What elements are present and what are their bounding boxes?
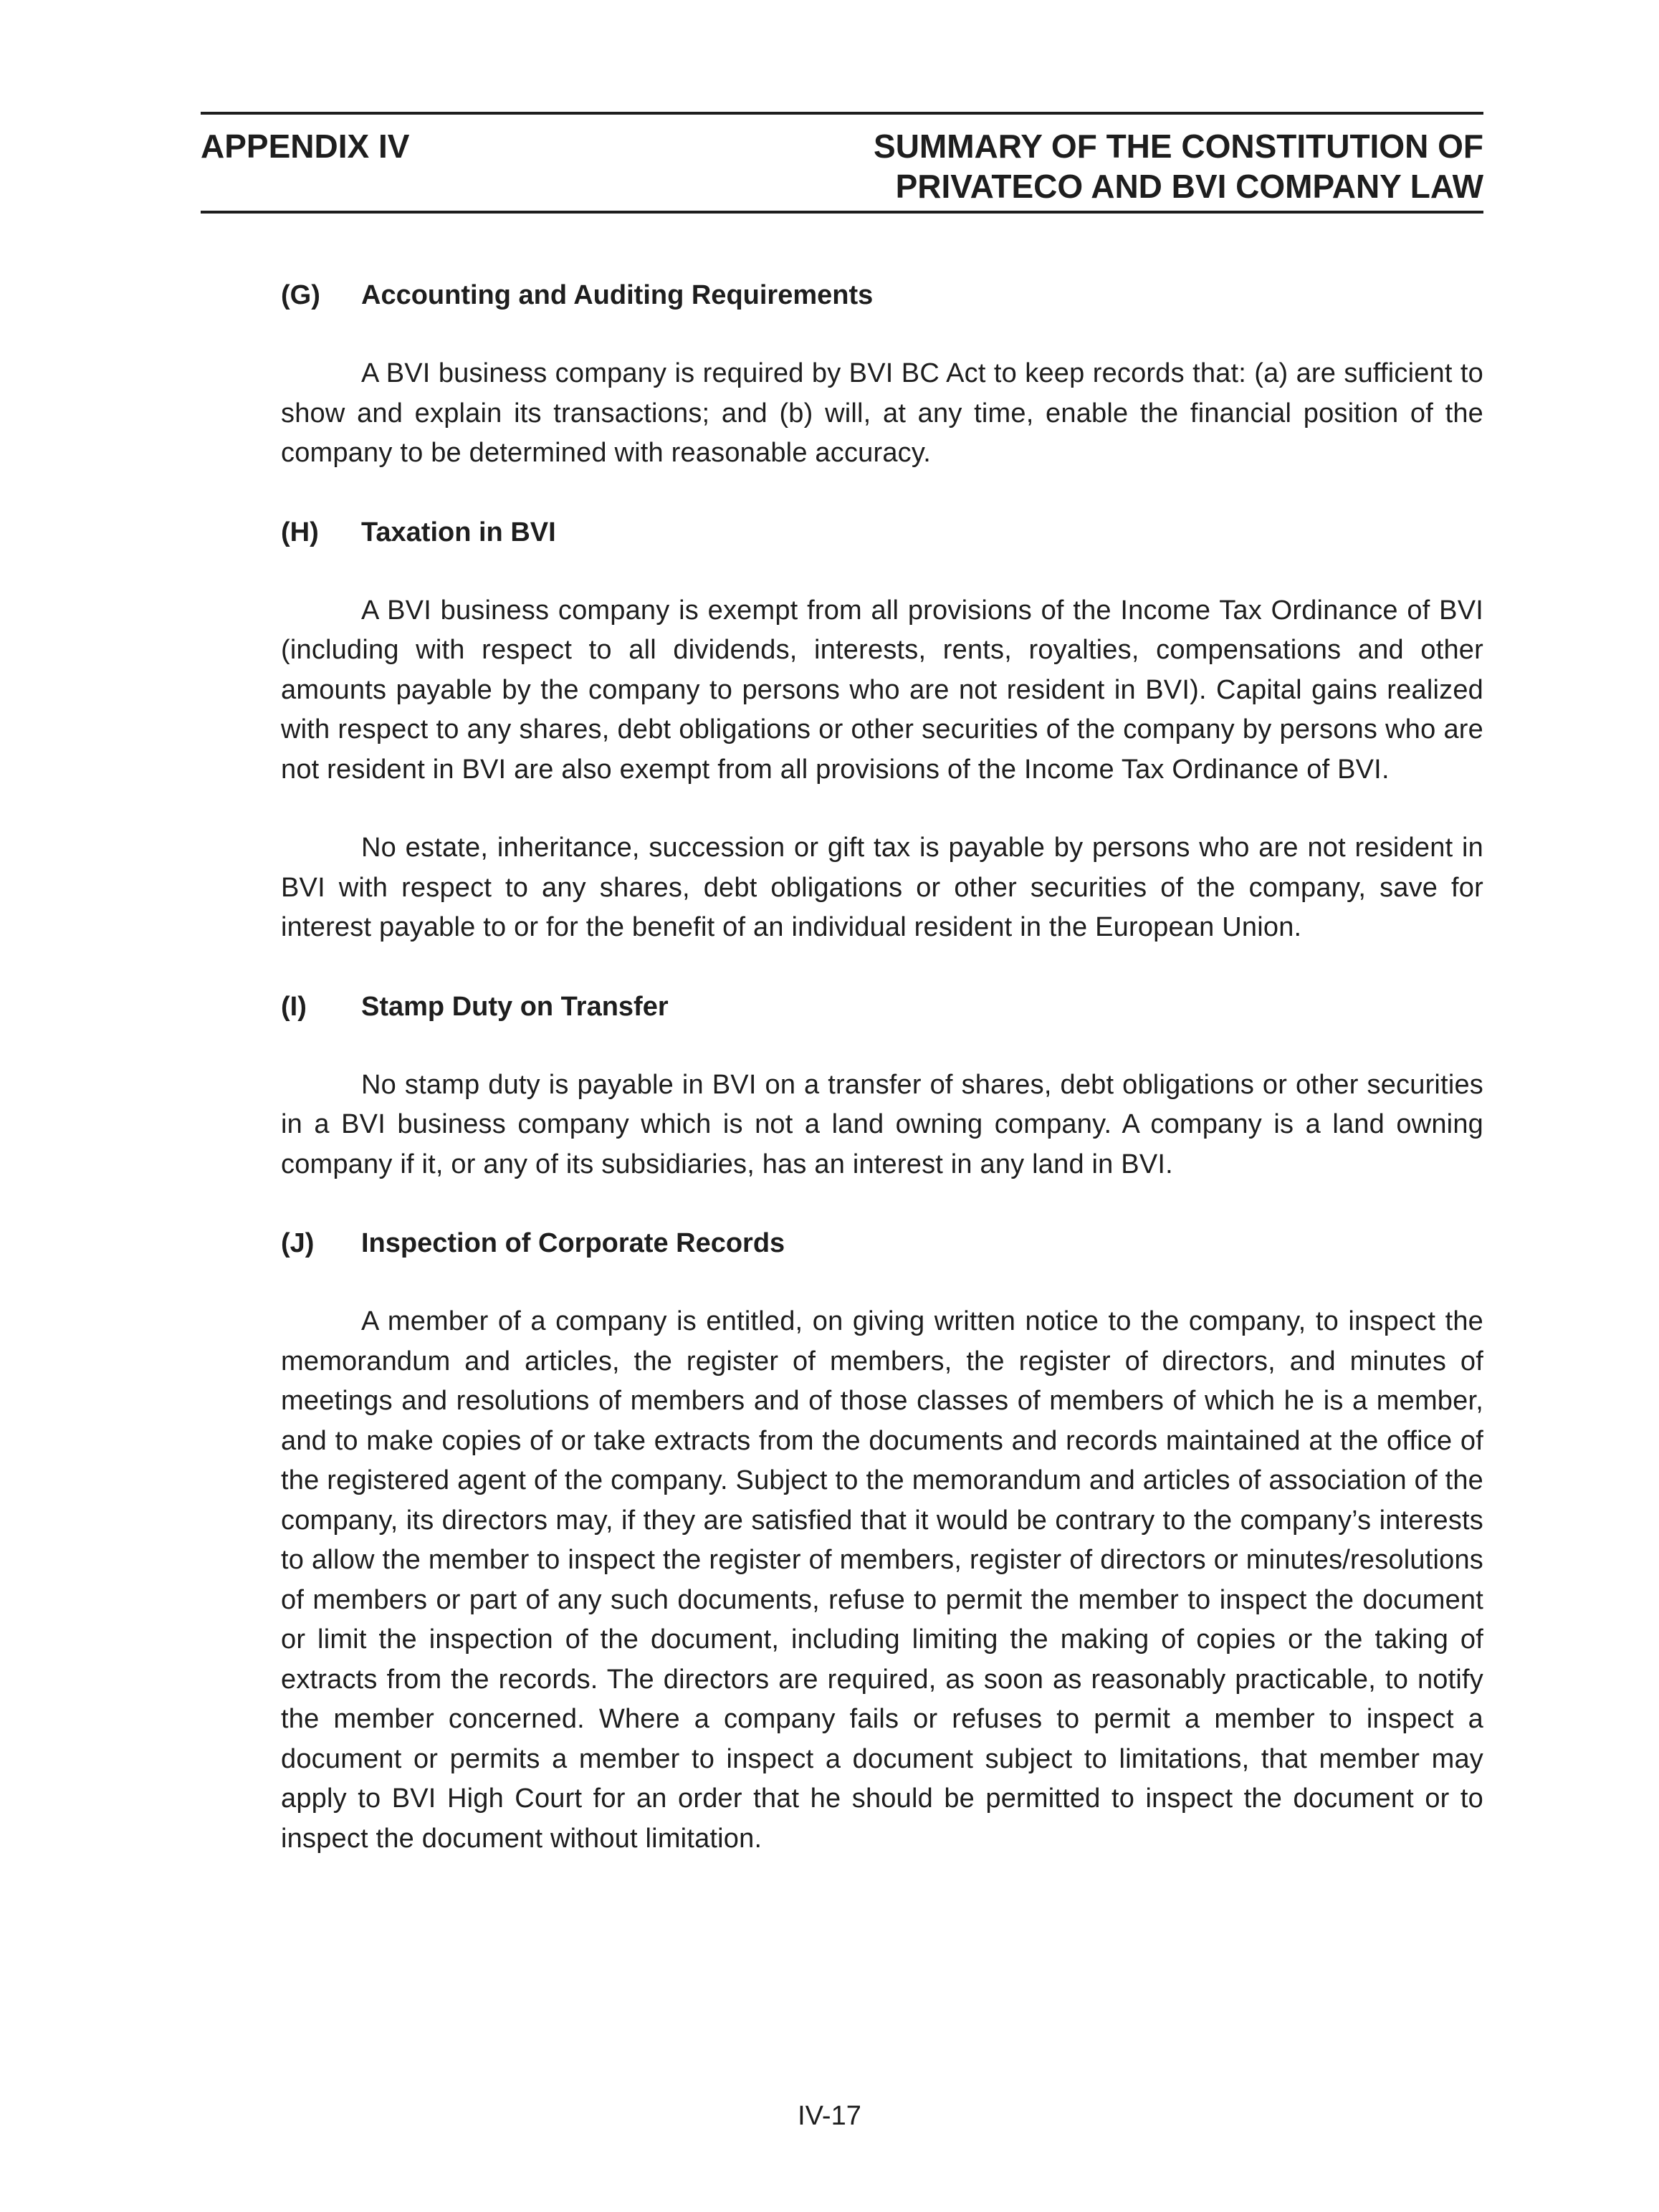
section-h — [281, 512, 1483, 948]
page-number: IV-17 — [798, 2101, 861, 2131]
section-letter: (H) — [281, 517, 319, 547]
section-title: Taxation in BVI — [361, 517, 556, 547]
header-title — [874, 126, 1483, 206]
section-letter: (I) — [281, 991, 307, 1022]
section-heading — [281, 1223, 1483, 1263]
paragraph: A BVI business company is exempt from all provisions of the Income Tax Ordinance of BVI (including with respect to all dividends, interests, rents, royalties, compensations and other amounts payable by the company to persons who are not resident in BVI). Capital gains realized with respect to any shares, debt obligations or other securities of the company by persons who are not resident in BVI are also exempt from all provisions of the Income Tax Ordinance of BVI. — [281, 595, 1483, 785]
section-title: Accounting and Auditing Requirements — [361, 280, 874, 310]
header-title-line-2: PRIVATECO AND BVI COMPANY LAW — [895, 168, 1483, 205]
section-heading — [281, 275, 1483, 315]
section-title: Inspection of Corporate Records — [361, 1228, 785, 1258]
paragraph: No stamp duty is payable in BVI on a transfer of shares, debt obligations or other securities in a BVI business company which is not a land owning company. A company is a land owning company if it, or any of its subsidiaries, has an interest in any land in BVI. — [281, 1069, 1483, 1179]
page-header — [201, 112, 1483, 214]
section-letter: (G) — [281, 280, 320, 310]
section-heading — [281, 987, 1483, 1027]
paragraph: No estate, inheritance, succession or gift tax is payable by persons who are not resident in BVI with respect to any shares, debt obligations or other securities of the company, save for interest payable to or for the benefit of an individual resident in the European Union. — [281, 833, 1483, 942]
section-letter: (J) — [281, 1228, 315, 1258]
section-heading — [281, 512, 1483, 552]
appendix-label: APPENDIX IV — [201, 128, 410, 165]
section-g — [281, 275, 1483, 474]
paragraph: A BVI business company is required by BVI BC Act to keep records that: (a) are sufficient to show and explain its transactions; and (b) will, at any time, enable the financial position of the company to be determined with reasonable accuracy. — [281, 358, 1483, 468]
paragraph: A member of a company is entitled, on giving written notice to the company, to inspect the memorandum and articles, the register of members, the register of directors, and minutes of meetings and resolutions of members and of those classes of members of which he is a member, and to make copies of or take extracts from the documents and records maintained at the office of the registered agent of the company. Subject to the memorandum and articles of association of the company, its directors may, if they are satisfied that it would be contrary to the company’s interests to allow the member to inspect the register of members, register of directors or minutes/resolutions of members or part of any such documents, refuse to permit the member to inspect the document or limit the inspection of the document, including limiting the making of copies or the taking of extracts from the records. The directors are required, as soon as reasonably practicable, to notify the member concerned. Where a company fails or refuses to permit a member to inspect a document or permits a member to inspect a document subject to limitations, that member may apply to BVI High Court for an order that he should be permitted to inspect the document or to inspect the document without limitation. — [281, 1306, 1483, 1854]
section-i — [281, 987, 1483, 1185]
header-title-line-1: SUMMARY OF THE CONSTITUTION OF — [874, 128, 1483, 165]
section-j — [281, 1223, 1483, 1859]
document-body — [281, 275, 1483, 1897]
section-title: Stamp Duty on Transfer — [361, 991, 669, 1022]
